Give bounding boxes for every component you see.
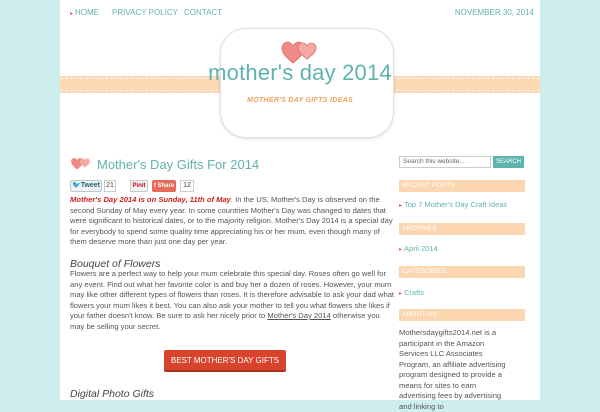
site-title[interactable]: mother's day 2014 — [208, 60, 392, 85]
categories-heading: CATEGORIES — [399, 266, 525, 278]
post-title-text[interactable]: Mother's Day Gifts For 2014 — [97, 156, 260, 172]
bird-icon: 🐦 — [71, 182, 81, 189]
arrow-right-icon: ▸ — [399, 291, 403, 297]
facebook-icon: f — [153, 183, 158, 189]
nav-contact-link[interactable]: CONTACT — [184, 8, 223, 17]
nav-home-link[interactable] — [70, 8, 99, 17]
recent-post-link[interactable] — [399, 200, 507, 209]
search-button[interactable]: SEARCH — [493, 156, 524, 168]
about-us-heading: ABOUT US — [399, 309, 525, 321]
intro-paragraph — [70, 195, 395, 248]
archive-link[interactable] — [399, 244, 438, 253]
bouquet-text: Flowers are a perfect way to help your mum celebrate this special day. Roses often go well for any event. Find out what her favorite color is and buy her a dozen of roses. However, your mum may like other different types of flowers than roses. It is therefore advisable to ask your dad what flowers your mum likes it best. You can also ask your mother to tell you what flowers she likes if your father doesn't know. Be sure to ask her nicely prior to — [70, 269, 395, 320]
pin-it-button[interactable]: Pinit — [130, 180, 148, 192]
tweet-count: 21 — [104, 180, 116, 192]
intro-text: . In the US, Mother's Day is observed on the second Sunday of May every year. In some countries Mother's Day was changed to dates that were significant to historical dates, or to the majority religion. Mother's Day 2014 is a special day for everybody to spend some quality time appreciating his or her mum, even though many of them deserve more than just one day per year. — [70, 195, 393, 246]
recent-posts-heading: RECENT POSTS — [399, 180, 525, 192]
top-navigation — [60, 0, 540, 24]
tweet-button[interactable] — [70, 180, 102, 192]
arrow-right-icon: ▸ — [399, 247, 403, 253]
share-button[interactable] — [152, 180, 176, 192]
category-link[interactable] — [399, 288, 424, 297]
best-gifts-button[interactable]: BEST MOTHER'S DAY GIFTS — [164, 350, 286, 372]
nav-privacy-link[interactable]: PRIVACY POLICY — [112, 8, 178, 17]
bouquet-paragraph — [70, 269, 395, 332]
mothers-day-link[interactable]: Mother's Day 2014 — [267, 311, 331, 320]
current-date: NOVEMBER 30, 2014 — [454, 8, 534, 17]
post-title — [70, 154, 390, 174]
share-count: 12 — [180, 180, 194, 192]
intro-highlight: Mother's Day 2014 is on Sunday, 11th of May — [70, 195, 231, 204]
search-input[interactable]: Search this website... — [399, 156, 491, 168]
arrow-right-icon: ▸ — [70, 11, 74, 17]
bouquet-tail: otherwise you may be selling your secret. — [70, 311, 380, 331]
section-heading-bouquet: Bouquet of Flowers — [70, 258, 161, 270]
share-label: Share — [157, 183, 175, 189]
archives-heading: ARCHIVES — [399, 223, 525, 235]
page-container — [60, 0, 540, 411]
about-us-text: Mothersdaygifts2014.net is a participant in the Amazon Services LLC Associates Program, an affiliate advertising program designed to provide a means for sites to earn advertising fees by advertising and linking to — [399, 328, 506, 411]
nav-home-label: HOME — [75, 8, 100, 17]
tweet-label: Tweet — [80, 182, 101, 189]
section-heading-photo: Digital Photo Gifts — [70, 388, 155, 400]
archive-label: April 2014 — [404, 244, 438, 253]
hearts-icon — [70, 157, 92, 171]
category-label: Crafts — [404, 288, 425, 297]
site-tagline: MOTHER'S DAY GIFTS IDEAS — [247, 97, 353, 104]
arrow-right-icon: ▸ — [399, 203, 403, 209]
recent-post-label: Top 7 Mother's Day Craft Ideas — [404, 200, 508, 209]
